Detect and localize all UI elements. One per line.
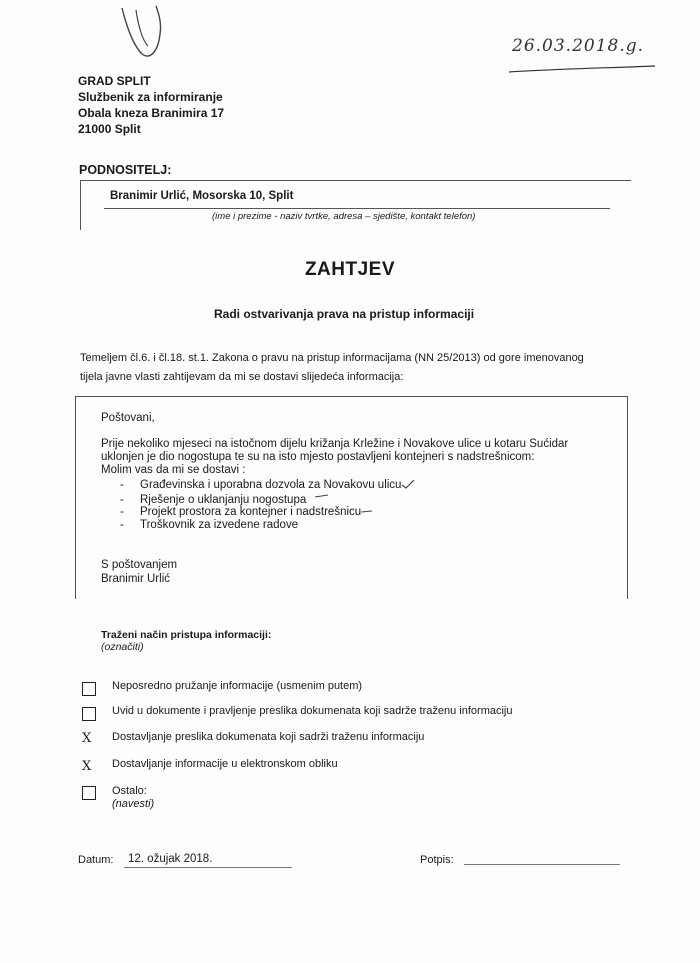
option-checkbox[interactable] [82, 707, 96, 721]
applicant-hint: (ime i prezime - naziv tvrtke, adresa – sjedište, kontakt telefon) [212, 211, 476, 222]
date-underline [124, 867, 292, 868]
date-label: Datum: [78, 854, 114, 866]
document-subtitle: Radi ostvarivanja prava na pristup informaciji [214, 307, 475, 321]
applicant-value: Branimir Urlić, Mosorska 10, Split [110, 190, 294, 202]
applicant-top-rule [80, 180, 631, 181]
signature-label: Potpis: [420, 854, 454, 866]
access-option-label: Uvid u dokumente i pravljenje preslika dokumenata koji sadrže traženu informaciju [112, 705, 513, 717]
recipient-line: Obala kneza Branimira 17 [78, 106, 225, 120]
requested-item: - Rješenje o uklanjanju nogostupa [120, 494, 307, 506]
document-title: ZAHTJEV [304, 259, 396, 280]
recipient-line: Službenik za informiranje [78, 90, 223, 104]
signature-line[interactable] [464, 864, 620, 865]
letter-signature: Branimir Urlić [101, 573, 170, 585]
dash-mark-icon [360, 507, 374, 515]
letter-closing-block [101, 558, 177, 586]
access-option-label: Dostavljanje informacije u elektronskom obliku [112, 758, 338, 770]
applicant-label: PODNOSITELJ: [79, 163, 172, 177]
checkmark-icon [400, 478, 416, 490]
date-value[interactable]: 12. ožujak 2018. [128, 853, 213, 865]
option-x-mark[interactable]: X [82, 759, 92, 774]
other-hint: (navesti) [112, 798, 155, 810]
handwritten-underline [505, 60, 665, 78]
access-option-label: Neposredno pružanje informacije (usmenim putem) [112, 680, 363, 692]
dash-mark-icon [314, 492, 330, 500]
applicant-left-rule [80, 180, 81, 230]
intro-line: Temeljem čl.6. i čl.18. st.1. Zakona o pravu na pristup informacijama (NN 25/2013) od gore imenovanog [80, 352, 584, 364]
access-method-label: Traženi način pristupa informaciji: [101, 629, 272, 641]
access-method-hint: (označiti) [101, 641, 144, 653]
intro-text [80, 349, 584, 387]
option-checkbox[interactable] [82, 786, 96, 800]
option-x-mark[interactable]: X [82, 731, 92, 746]
letter-box-top-rule [75, 396, 627, 397]
applicant-underline [104, 208, 610, 209]
requested-item: - Projekt prostora za kontejner i nadstrešnicu [120, 506, 362, 518]
received-date-handwritten: 26.03.2018.g. [512, 36, 645, 56]
letter-box-right-rule [627, 396, 628, 599]
letter-body-line: Molim vas da mi se dostavi : [101, 464, 246, 476]
letter-box-left-rule [75, 396, 76, 599]
letter-body-line: Prije nekoliko mjeseci na istočnom dijelu križanja Krležine i Novakove ulice u kotaru Sućidar [101, 438, 569, 450]
recipient-line: GRAD SPLIT [78, 74, 151, 88]
recipient-block [78, 73, 224, 137]
access-option-label: Ostalo: [112, 785, 147, 797]
letter-body-line: uklonjen je dio nogostupa te su na isto mjesto postavljeni kontejneri s nadstrešnicom: [101, 451, 535, 463]
paperclip-mark-icon [112, 4, 174, 62]
intro-line: tijela javne vlasti zahtijevam da mi se dostavi slijedeća informacija: [80, 371, 404, 383]
letter-body [101, 438, 568, 477]
letter-greeting: Poštovani, [101, 412, 155, 424]
requested-item: - Građevinska i uporabna dozvola za Novakovu ulicu [120, 479, 402, 491]
option-checkbox[interactable] [82, 682, 96, 696]
recipient-line: 21000 Split [78, 122, 141, 136]
requested-item: - Troškovnik za izvedene radove [120, 519, 299, 531]
letter-closing: S poštovanjem [101, 559, 178, 571]
access-option-label: Dostavljanje preslika dokumenata koji sadrži traženu informaciju [112, 731, 425, 743]
